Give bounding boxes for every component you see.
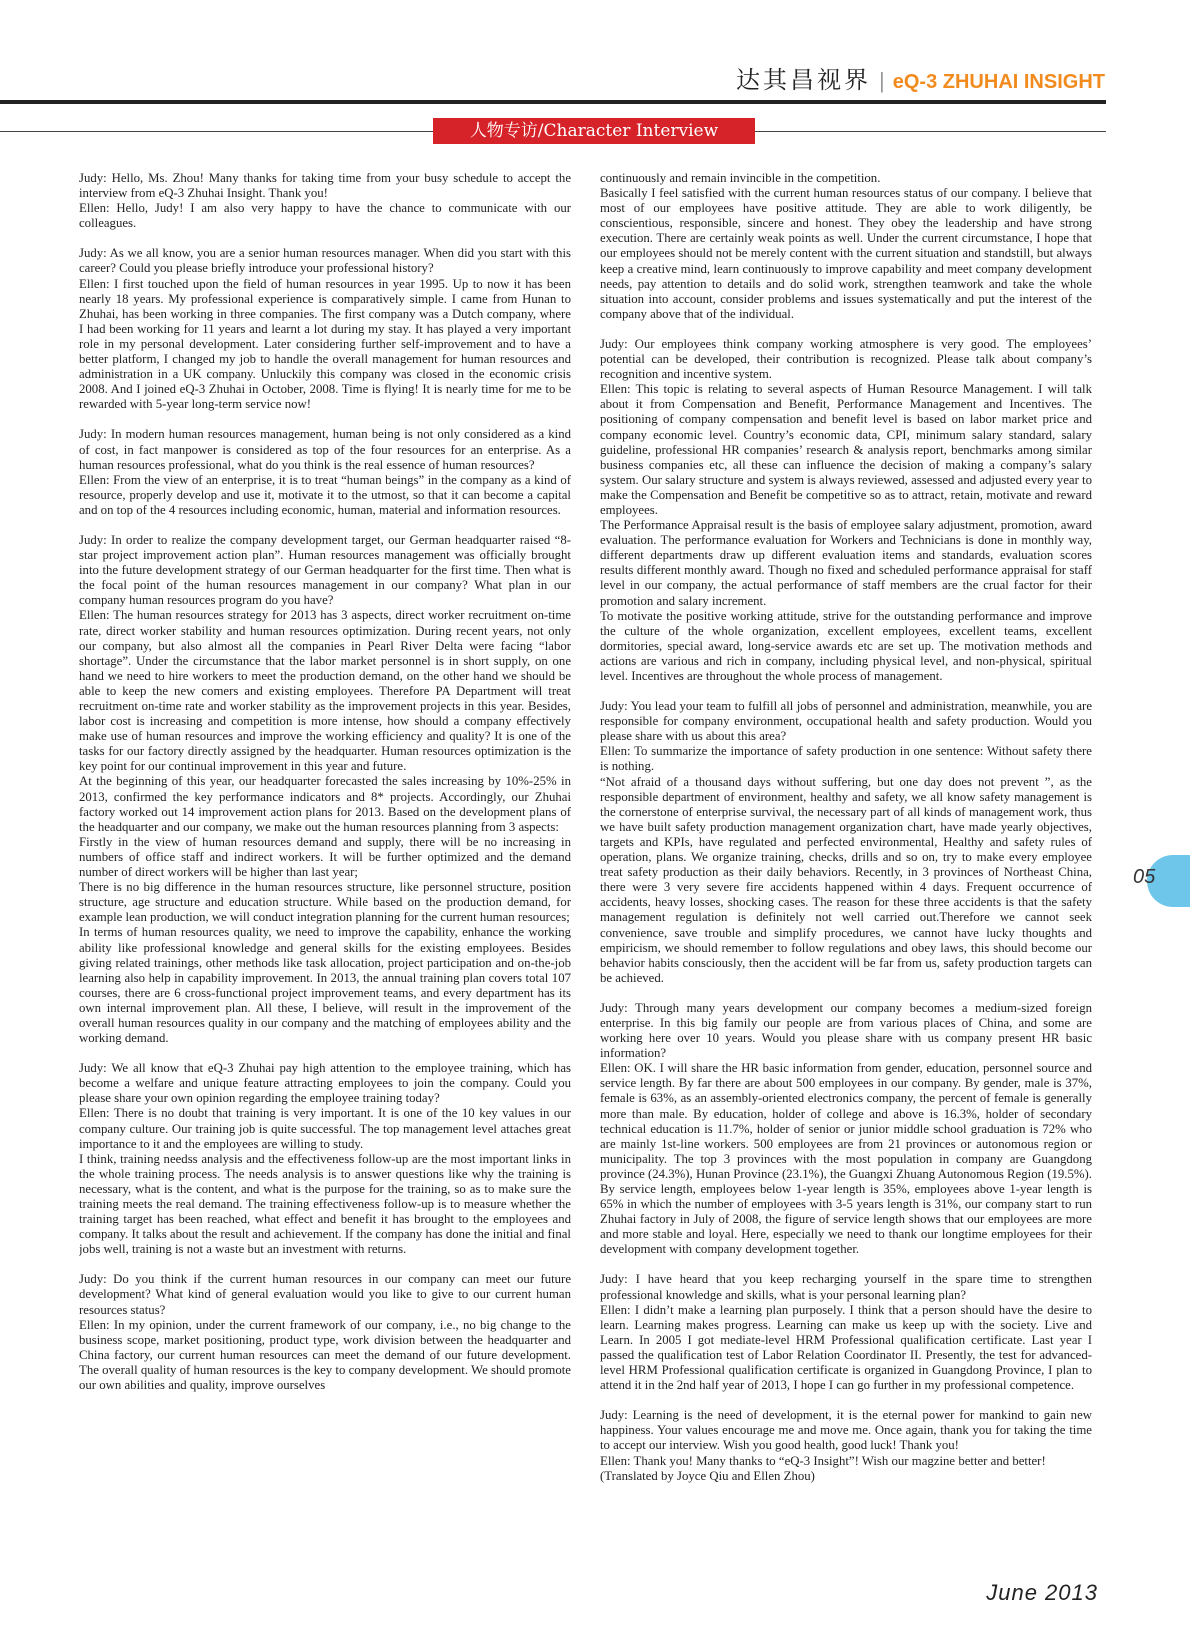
article-paragraph: Firstly in the view of human resources demand and supply, there will be no increasing in numbers of office staff and indirect workers. It will be further optimized and the demand number of direct workers will be higher than last year; — [79, 834, 571, 880]
article-paragraph: Ellen: From the view of an enterprise, it is to treat “human beings” in the company as a kind of resource, properly develop and use it, motivate it to the utmost, so that it can become a capital and on top of the 4 resources including economic, human, material and information resources. — [79, 472, 571, 517]
article-paragraph: Judy: Learning is the need of development, it is the eternal power for mankind to gain new happiness. Your values encourage me and move me. Once again, thank you for taking the time to accept our interview. Wish you good health, good luck! Thank you! — [600, 1408, 1092, 1453]
article-paragraph: Basically I feel satisfied with the current human resources status of our company. I believe that most of our employees have positive attitude. They are able to work diligently, be conscientious, responsible, sincere and honest. They obey the leadership and have strong execution. There are certainly weak points as well. Under the current circumstance, I hope that our employees should not be merely content with the current situation and standstill, but always keep a creative mind, learn continuously to improve capability and meet company development needs, pay attention to details and do solid work, strengthen teamwork and take the whole situation into account, consider problems and issues systematically and put the interest of the company above that of the individual. — [600, 186, 1092, 321]
article-paragraph: Ellen: To summarize the importance of safety production in one sentence: Without safety there is nothing. — [600, 744, 1092, 774]
article-paragraph: At the beginning of this year, our headquarter forecasted the sales increasing by 10%-25% in 2013, confirmed the key performance indicators and 8* projects. Accordingly, our Zhuhai factory worked out 14 improvement action plans for 2013. Based on the development plans of the headquarter and our company, we make out the human resources planning from 3 aspects: — [79, 774, 571, 834]
magazine-title-chinese: 达其昌视界 — [736, 66, 872, 94]
article-paragraph: Ellen: The human resources strategy for 2013 has 3 aspects, direct worker recruitment on-time rate, direct worker stability and human resources optimization. During recent years, not only our company, but also almost all the companies in Pearl River Delta were facing “labor shortage”. Under the circumstance that the labor market personnel is in short supply, on one hand we need to hire workers to meet the production demand, on the other hand we should be able to keep the new comers and existing employees. Therefore PA Department will treat recruitment on-time rate and worker stability as the improvement projects in this year. Besides, labor cost is increasing and competition is more intense, how should a company effectively make use of human resources and improve the working efficiency and quality? It is one of the tasks for our factory directly assigned by the headquarter. Human resources optimization is the key point for our continual improvement in this year and future. — [79, 608, 571, 774]
article-paragraph: “Not afraid of a thousand days without suffering, but one day does not prevent ”, as the responsible department of environment, healthy and safety, we all know safety management is the cornerstone of enterprise survival, the necessary part of all kinds of management work, thus we have built safety production management organization chart, have made yearly objectives, targets and KPIs, have regulated and perfected environmental, Healthy and safety rules of operation, plans. We organize training, checks, drills and so on, try to make every employee treat safety production as their daily behaviors. Recently, in 3 provinces of Northeast China, there were 3 very severe fire accidents happened within 4 days. Frequent occurrence of accidents, heavy losses, shocking cases. The reason for these three accidents is that the safety management regulation is definitely not well carried out.Therefore we cannot seek convenience, save trouble and simplify procedures, we cannot have lucky thoughts and empiricism, we should remember to follow regulations and obey laws, this should become our behavior habits consciously, then the accident will be far from us, safety production targets can be achieved. — [600, 774, 1092, 985]
article-column-right — [600, 171, 1092, 1541]
article-paragraph: Judy: Our employees think company working atmosphere is very good. The employees’ potential can be developed, their contribution is recognized. Please talk about company’s recognition and incentive system. — [600, 336, 1092, 382]
article-paragraph: Judy: You lead your team to fulfill all jobs of personnel and administration, meanwhile, you are responsible for company environment, occupational health and safety production. Would you please share with us about this area? — [600, 699, 1092, 744]
article-paragraph: There is no big difference in the human resources structure, like personnel structure, position structure, age structure and education structure. While based on the production demand, for example lean production, we will conduct integration planning for the current human resources; — [79, 880, 571, 925]
article-paragraph: I think, training needss analysis and the effectiveness follow-up are the most important links in the whole training process. The needs analysis is to answer questions like why the training is necessary, what is the content, and what is the purpose for the training, so as to make sure the training meets the real demand. The training effectiveness follow-up is to measure whether the training target has been reached, what effect and benefit it has brought to the employees and company. It talks about the result and achievement. If the company has done the initial and final jobs well, training is not a waste but an investment with returns. — [79, 1151, 571, 1257]
masthead-separator: | — [879, 68, 885, 93]
header-rule-thick — [0, 100, 1106, 104]
article-paragraph: Ellen: In my opinion, under the current framework of our company, i.e., no big change to the business scope, market positioning, product type, work division between the headquarter and China factory, our current human resources can meet the demand of our future development. The overall quality of human resources is the key to company development. We should promote our own abilities and quality, improve ourselves — [79, 1317, 571, 1393]
article-paragraph: Judy: I have heard that you keep recharging yourself in the spare time to strengthen professional knowledge and skills, what is your personal learning plan? — [600, 1272, 1092, 1302]
section-label: 人物专访/Character Interview — [433, 118, 755, 144]
article-column-left — [79, 171, 571, 1541]
article-paragraph: Judy: Do you think if the current human resources in our company can meet our future development? What kind of general evaluation would you like to give to our current human resources status? — [79, 1272, 571, 1317]
article-paragraph: continuously and remain invincible in the competition. — [600, 171, 881, 185]
article-paragraph: Ellen: I didn’t make a learning plan purposely. I think that a person should have the desire to learn. Learning makes progress. Learning can make us keep up with the society. Live and Learn. In 2005 I got mediate-level HRM Professional qualification certificate. Last year I passed the qualification test of Labor Relation Coordinator II. Presently, the test for advanced-level HRM Professional qualification certificate is organized in Guangdong Province, I plan to attend it in the 2nd half year of 2013, I hope I can go further in my professional competence. — [600, 1302, 1092, 1393]
article-paragraph: To motivate the positive working attitude, strive for the outstanding performance and improve the culture of the whole organization, excellent employees, excellent teams, excellent dormitories, special award, long-service awards etc are set up. The motivation methods and actions are various and rich in company, including physical level, and non-physical, spiritual level. Incentives are throughout the whole process of management. — [600, 608, 1092, 683]
magazine-title-english: eQ-3 ZHUHAI INSIGHT — [892, 71, 1105, 93]
issue-date: June 2013 — [986, 1580, 1098, 1605]
article-paragraph: Ellen: OK. I will share the HR basic information from gender, education, personnel source and service length. By far there are about 500 employees in our company. By gender, male is 37%, female is 63%, as an assembly-oriented electronics company, the percent of female is generally more than male. By education, holder of college and above is 16.3%, holder of secondary technical education is 11.7%, holder of senior or junior middle school graduation is 72% who are mainly 1st-line workers. 500 employees are from 21 provinces or autonomous region or municipality. The top 3 provinces with the most population in company are Guangdong province (24.3%), Hunan Province (23.1%), the Guangxi Zhuang Autonomous Region (19.5%). By service length, employees below 1-year length is 35%, employees above 1-year length is 65% in which the number of employees with 3-5 years length is 31%, our company start to run Zhuhai factory in July of 2008, the figure of service length shows that our employees are more and more stable and loyal. Here, especially we need to thank our longtime employees for their development with company development together. — [600, 1061, 1092, 1257]
article-paragraph: Judy: In modern human resources management, human being is not only considered as a kind of cost, in fact manpower is considered as top of the four resources for an enterprise. As a human resources professional, what do you think is the real essence of human resources? — [79, 427, 571, 472]
article-paragraph: Judy: In order to realize the company development target, our German headquarter raised “8-star project improvement action plan”. Human resources management was officially brought into the future development strategy of our German headquarter for the first time. Then what is the focal point of the human resources management in our company? What plan in our company human resources program do you have? — [79, 532, 571, 608]
article-paragraph: The Performance Appraisal result is the basis of employee salary adjustment, promotion, award evaluation. The performance evaluation for Workers and Technicians is done in monthly way, different departments draw up different evaluation items and standards, evaluation scores results different monthly award. Though no fixed and scheduled performance appraisal for staff level in our company, the actual performance of staff members are the crual factor for their promotion and salary increment. — [600, 518, 1092, 608]
article-paragraph: Ellen: I first touched upon the field of human resources in year 1995. Up to now it has been nearly 18 years. My professional experience is comparatively simple. I came from Hunan to Zhuhai, has been working in three companies. The first company was a Dutch company, where I had been working for 11 years and learnt a lot during my stay. It has played a very important role in my personal development. Later considering further self-improvement and to have a better platform, I changed my job to handle the overall management for human resources and administration in a UK company. Unluckily this company was closed in the economic crisis 2008. And I joined eQ-3 Zhuhai in October, 2008. Time is flying! It is nearly time for me to be rewarded with 5-year long-term service now! — [79, 276, 571, 412]
article-paragraph: Judy: Through many years development our company becomes a medium-sized foreign enterprise. In this big family our people are from various places of China, and some are working here over 10 years. Would you please share with us company present HR basic information? — [600, 1000, 1092, 1061]
article-paragraph: Ellen: There is no doubt that training is very important. It is one of the 10 key values in our company culture. Our training job is quite successful. The top management level attaches great importance to it and the employees are willing to study. — [79, 1106, 571, 1151]
article-paragraph: Judy: As we all know, you are a senior human resources manager. When did you start with this career? Could you please briefly introduce your professional history? — [79, 246, 571, 276]
article-paragraph: In terms of human resources quality, we need to improve the capability, enhance the working ability like professional knowledge and general skills for the existing employees. Besides giving related trainings, other methods like task allocation, project participation and on-the-job learning also help in capability improvement. In 2013, the annual training plan covers total 107 courses, there are 6 cross-functional project improvement teams, and every department has its own internal improvement plan. All these, I believe, will result in the improvement of the overall human resources quality in our company and the matching of employees ability and the working demand. — [79, 925, 571, 1046]
article-paragraph: Judy: We all know that eQ-3 Zhuhai pay high attention to the employee training, which has become a welfare and unique feature attracting employees to join the company. Could you please share your own opinion regarding the employee training today? — [79, 1061, 571, 1106]
article-paragraph: Ellen: Hello, Judy! I am also very happy to have the chance to communicate with our colleagues. — [79, 201, 571, 231]
article-paragraph: Ellen: This topic is relating to several aspects of Human Resource Management. I will talk about it from Compensation and Benefit, Performance Management and Incentives. The positioning of company compensation and benefit level is based on labor market price and company economic level. Country’s economic data, CPI, minimum salary standard, salary guideline, professional HR companies’ research & analysis report, benchmarks among similar business companies etc, all these can influence the decision of making a company’s salary system. Our salary structure and system is always reviewed, assessed and adjusted every year to make the Compensation and Benefit be competitive so as to attract, retain, motivate and reward employees. — [600, 382, 1092, 517]
article-paragraph: (Translated by Joyce Qiu and Ellen Zhou) — [600, 1468, 815, 1483]
page-number: 05 — [1133, 866, 1156, 888]
masthead — [736, 60, 1105, 95]
article-paragraph: Ellen: Thank you! Many thanks to “eQ-3 Insight”! Wish our magzine better and better! — [600, 1453, 1046, 1468]
article-paragraph: Judy: Hello, Ms. Zhou! Many thanks for taking time from your busy schedule to accept the interview from eQ-3 Zhuhai Insight. Thank you! — [79, 171, 571, 201]
